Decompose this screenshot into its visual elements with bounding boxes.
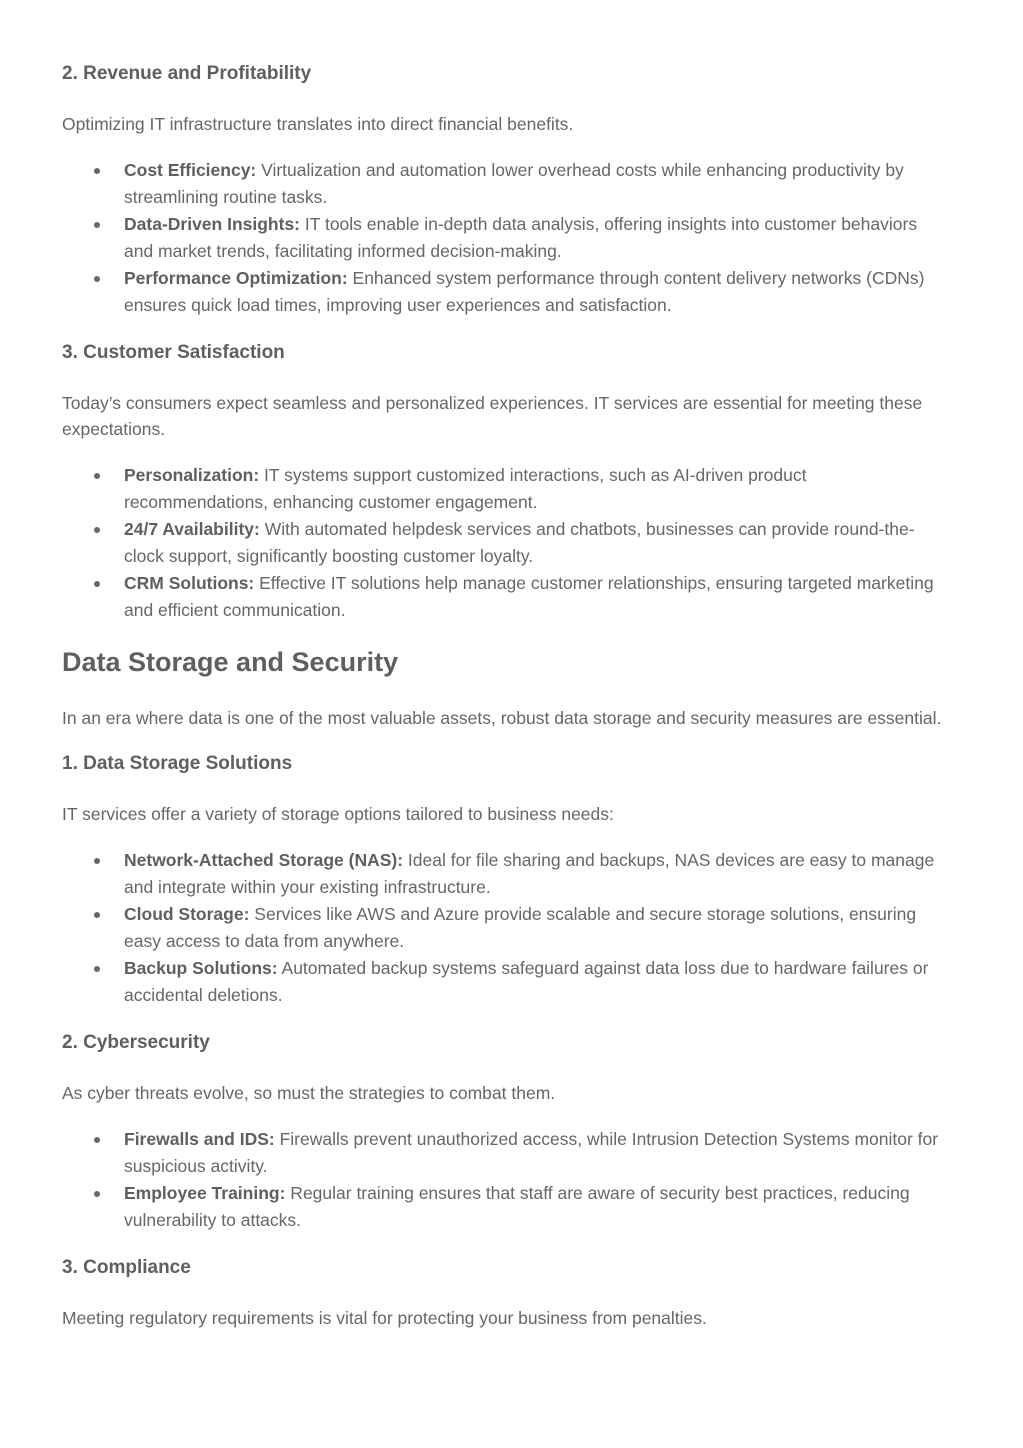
list-item-text: IT tools enable in-depth data analysis, offering insights into customer behaviors and market trends, facilitating informed decision-making. xyxy=(124,214,918,261)
list-item-text: Ideal for file sharing and backups, NAS devices are easy to manage and integrate within your existing infrastructure. xyxy=(124,850,935,897)
list-item-text: With automated helpdesk services and chatbots, businesses can provide round-the-clock support, significantly boosting customer loyalty. xyxy=(124,519,915,566)
heading-data-storage-solutions: 1. Data Storage Solutions xyxy=(62,753,293,774)
bullet-icon xyxy=(94,276,100,282)
list-item-term: CRM Solutions: xyxy=(124,573,255,593)
list-cybersecurity xyxy=(62,1126,945,1233)
list-item xyxy=(124,1180,945,1233)
bullet-icon xyxy=(94,912,100,918)
list-item-term: Firewalls and IDS: xyxy=(124,1129,275,1149)
bullet-icon xyxy=(94,858,100,864)
list-item-term: 24/7 Availability: xyxy=(124,519,260,539)
heading-compliance: 3. Compliance xyxy=(62,1257,191,1278)
list-item-text: Effective IT solutions help manage customer relationships, ensuring targeted marketing and efficient communication. xyxy=(124,573,934,620)
list-item xyxy=(124,847,945,900)
bullet-icon xyxy=(94,581,100,587)
heading-customer-satisfaction: 3. Customer Satisfaction xyxy=(62,342,285,363)
bullet-icon xyxy=(94,1191,100,1197)
list-storage xyxy=(62,847,945,1008)
list-item xyxy=(124,211,945,264)
list-item-text: Automated backup systems safeguard against data loss due to hardware failures or accidental deletions. xyxy=(124,958,929,1005)
bullet-icon xyxy=(94,966,100,972)
bullet-icon xyxy=(94,1137,100,1143)
list-item-text: Enhanced system performance through content delivery networks (CDNs) ensures quick load times, improving user experiences and satisfaction. xyxy=(124,268,925,315)
list-item-term: Cloud Storage: xyxy=(124,904,250,924)
list-revenue xyxy=(62,157,945,318)
list-item xyxy=(124,157,945,210)
paragraph-storage-intro: IT services offer a variety of storage options tailored to business needs: xyxy=(62,804,614,824)
list-item-term: Backup Solutions: xyxy=(124,958,278,978)
list-item xyxy=(124,570,945,623)
list-item-text: Services like AWS and Azure provide scalable and secure storage solutions, ensuring easy access to data from anywhere. xyxy=(124,904,917,951)
paragraph-compliance-intro: Meeting regulatory requirements is vital for protecting your business from penalties. xyxy=(62,1308,707,1328)
list-item-term: Performance Optimization: xyxy=(124,268,348,288)
paragraph-storage-security-intro: In an era where data is one of the most valuable assets, robust data storage and security measures are essential. xyxy=(62,708,942,728)
list-item-text: IT systems support customized interactions, such as AI-driven product recommendations, enhancing customer engagement. xyxy=(124,465,807,512)
list-item xyxy=(124,1126,945,1179)
list-item xyxy=(124,955,945,1008)
list-item-text: Regular training ensures that staff are aware of security best practices, reducing vulnerability to attacks. xyxy=(124,1183,910,1230)
list-item xyxy=(124,901,945,954)
heading-revenue-profitability: 2. Revenue and Profitability xyxy=(62,63,312,84)
list-item-text: Firewalls prevent unauthorized access, while Intrusion Detection Systems monitor for suspicious activity. xyxy=(124,1129,939,1176)
heading-cybersecurity: 2. Cybersecurity xyxy=(62,1032,210,1053)
list-item-term: Data-Driven Insights: xyxy=(124,214,300,234)
bullet-icon xyxy=(94,168,100,174)
list-item-term: Employee Training: xyxy=(124,1183,286,1203)
list-item-term: Network-Attached Storage (NAS): xyxy=(124,850,404,870)
bullet-icon xyxy=(94,473,100,479)
list-item xyxy=(124,462,945,515)
bullet-icon xyxy=(94,527,100,533)
list-item-term: Personalization: xyxy=(124,465,260,485)
paragraph-customer-intro: Today’s consumers expect seamless and personalized experiences. IT services are essential for meeting these expectations. xyxy=(62,393,923,439)
bullet-icon xyxy=(94,222,100,228)
list-item xyxy=(124,265,945,318)
list-item-text: Virtualization and automation lower overhead costs while enhancing productivity by streamlining routine tasks. xyxy=(124,160,904,207)
paragraph-revenue-intro: Optimizing IT infrastructure translates into direct financial benefits. xyxy=(62,114,574,134)
paragraph-cybersecurity-intro: As cyber threats evolve, so must the strategies to combat them. xyxy=(62,1083,556,1103)
list-item xyxy=(124,516,945,569)
list-item-term: Cost Efficiency: xyxy=(124,160,257,180)
list-customer xyxy=(62,462,945,623)
heading-data-storage-security: Data Storage and Security xyxy=(62,647,399,677)
